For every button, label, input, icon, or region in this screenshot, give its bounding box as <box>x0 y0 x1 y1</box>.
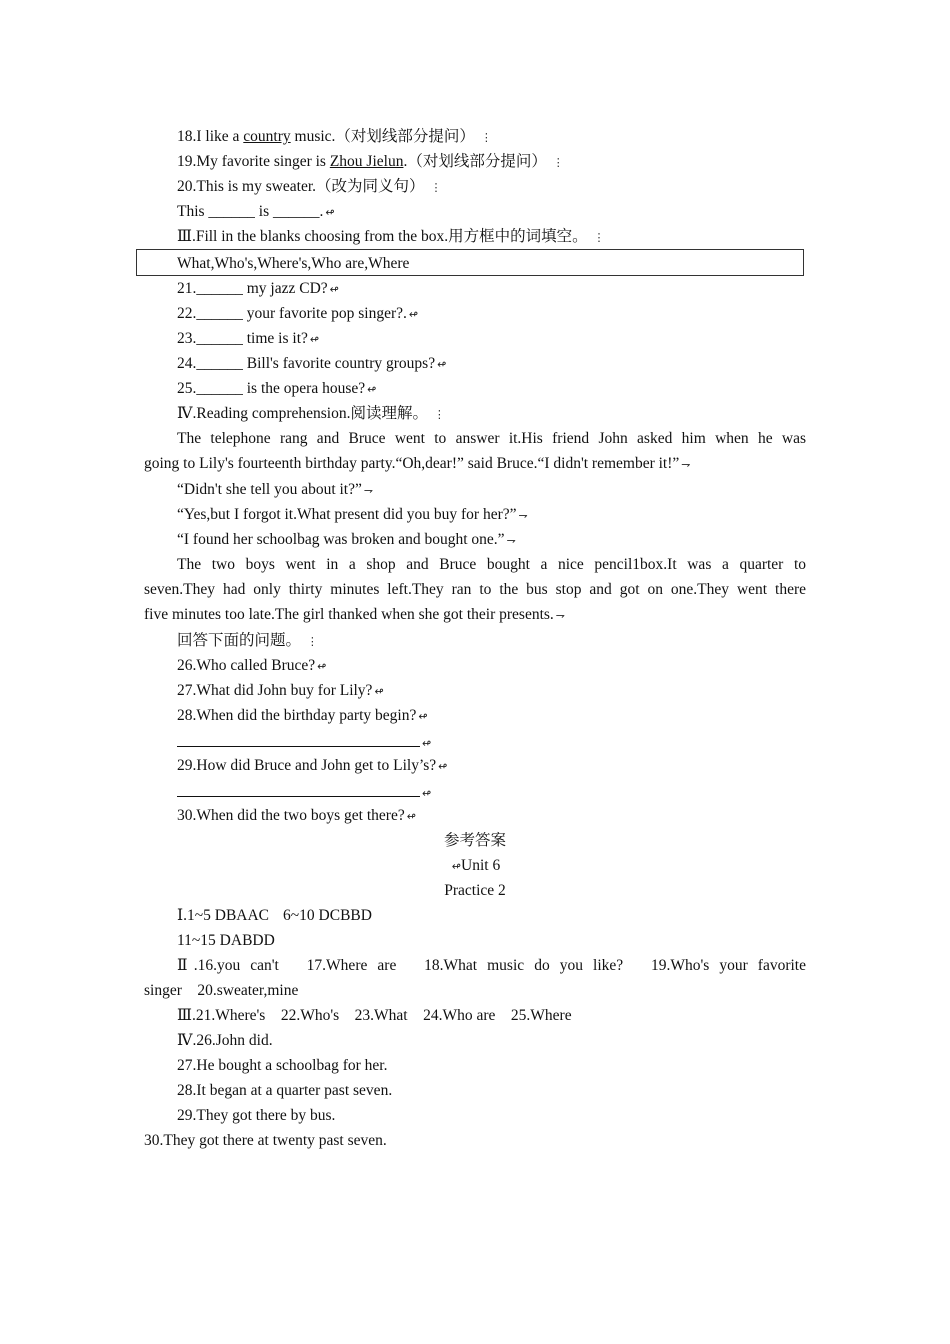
paragraph-mark-icon: ↫ <box>329 283 339 296</box>
question-30: 30.When did the two boys get there? ↫ <box>177 807 416 824</box>
answer-26: Ⅳ.26.John did. <box>177 1032 273 1049</box>
paragraph-mark-icon: ↫ <box>438 760 448 773</box>
answer-blank <box>177 778 420 797</box>
paragraph-mark-icon: ↫ <box>325 206 335 219</box>
answer-29: 29.They got there by bus. <box>177 1107 336 1124</box>
section-3-title: Ⅲ.Fill in the blanks choosing from the box.用方框中的词填空。 ⋮ <box>177 228 605 245</box>
answer-section-2 <box>144 953 806 1003</box>
passage-line: seven.They had only thirty minutes left.They ran to the bus stop and got on one.They went there <box>144 581 806 598</box>
passage-line: The two boys went in a shop and Bruce bought a nice pencil1box.It was a quarter to <box>177 556 806 573</box>
answer-section-1b: 11~15 DABDD <box>177 932 275 949</box>
paragraph-mark-icon: ⋮ <box>430 181 442 194</box>
answer-line: Ⅱ.16.you can't 17.Where are 18.What music do you like? 19.Who's your favorite <box>177 957 806 974</box>
answer-blank <box>177 728 420 747</box>
paragraph-mark-icon: ⋮ <box>306 635 318 648</box>
line-break-icon: ⇁ <box>681 458 691 471</box>
dialog-line-1: “Didn't she tell you about it?” ⇁ <box>177 481 374 498</box>
reading-paragraph-2 <box>144 552 806 628</box>
paragraph-mark-icon: ⋮ <box>593 231 605 244</box>
passage-line: five minutes too late.The girl thanked when she got their presents. ⇁ <box>144 606 565 623</box>
line-break-icon: ⇁ <box>555 609 565 622</box>
question-20-blank: This ______ is ______. ↫ <box>177 203 335 220</box>
question-18: 18.I like a country music.（对划线部分提问） ⋮ <box>177 128 492 145</box>
question-26: 26.Who called Bruce? ↫ <box>177 657 327 674</box>
word-box: What,Who's,Where's,Who are,Where <box>136 249 804 276</box>
reading-paragraph-1 <box>144 426 806 477</box>
paragraph-mark-icon: ⋮ <box>480 131 492 144</box>
answer-key-title: 参考答案 <box>443 832 506 849</box>
paragraph-mark-icon: ↫ <box>374 685 384 698</box>
paragraph-mark-icon: ↫ <box>309 333 320 346</box>
question-24: 24.______ Bill's favorite country groups? ↫ <box>177 355 447 372</box>
question-25: 25.______ is the opera house? ↫ <box>177 380 377 397</box>
paragraph-mark-icon: ⋮ <box>433 408 445 421</box>
answer-28: 28.It began at a quarter past seven. <box>177 1082 393 1099</box>
answer-section-3: Ⅲ.21.Where's 22.Who's 23.What 24.Who are 25.Where <box>177 1007 572 1024</box>
question-19: 19.My favorite singer is Zhou Jielun.（对划线部分提问） ⋮ <box>177 153 564 170</box>
line-break-icon: ⇁ <box>363 484 374 497</box>
paragraph-mark-icon: ↫ <box>451 860 462 873</box>
paragraph-mark-icon: ↫ <box>367 383 377 396</box>
answer-27: 27.He bought a schoolbag for her. <box>177 1057 388 1074</box>
question-23: 23.______ time is it? ↫ <box>177 330 320 347</box>
question-28: 28.When did the birthday party begin? ↫ <box>177 707 428 724</box>
dialog-line-2: “Yes,but I forgot it.What present did you buy for her?” ⇁ <box>177 506 528 523</box>
paragraph-mark-icon: ↫ <box>422 737 432 750</box>
question-21: 21.______ my jazz CD? ↫ <box>177 280 339 297</box>
answer-line-28 <box>144 728 806 753</box>
question-29: 29.How did Bruce and John get to Lily’s? ↫ <box>177 757 448 774</box>
answer-line: singer 20.sweater,mine <box>144 982 299 999</box>
question-27: 27.What did John buy for Lily? ↫ <box>177 682 384 699</box>
passage-line: going to Lily's fourteenth birthday party.“Oh,dear!” said Bruce.“I didn't remember it!” ⇁ <box>144 455 691 472</box>
paragraph-mark-icon: ↫ <box>418 710 428 723</box>
passage-line: The telephone rang and Bruce went to answer it.His friend John asked him when he was <box>177 430 806 447</box>
answer-30: 30.They got there at twenty past seven. <box>144 1132 387 1149</box>
answer-key-unit: ↫Unit 6 <box>451 857 501 874</box>
answer-line-29 <box>144 778 806 803</box>
section-4-title: Ⅳ.Reading comprehension.阅读理解。 ⋮ <box>177 405 445 422</box>
answer-section-1: Ⅰ.1~5 DBAAC 6~10 DCBBD <box>177 907 372 924</box>
paragraph-mark-icon: ↫ <box>406 810 416 823</box>
answer-key-practice: Practice 2 <box>444 882 506 899</box>
paragraph-mark-icon: ⋮ <box>552 156 564 169</box>
paragraph-mark-icon: ↫ <box>437 358 447 371</box>
answer-prompt: 回答下面的问题。 ⋮ <box>177 632 318 649</box>
paragraph-mark-icon: ↫ <box>422 787 432 800</box>
paragraph-mark-icon: ↫ <box>408 308 419 321</box>
document-page <box>144 124 806 1153</box>
paragraph-mark-icon: ↫ <box>317 660 327 673</box>
dialog-line-3: “I found her schoolbag was broken and bought one.” ⇁ <box>177 531 516 548</box>
line-break-icon: ⇁ <box>518 509 528 522</box>
line-break-icon: ⇁ <box>506 534 516 547</box>
question-20: 20.This is my sweater.（改为同义句） ⋮ <box>177 178 442 195</box>
question-22: 22.______ your favorite pop singer?. ↫ <box>177 305 419 322</box>
